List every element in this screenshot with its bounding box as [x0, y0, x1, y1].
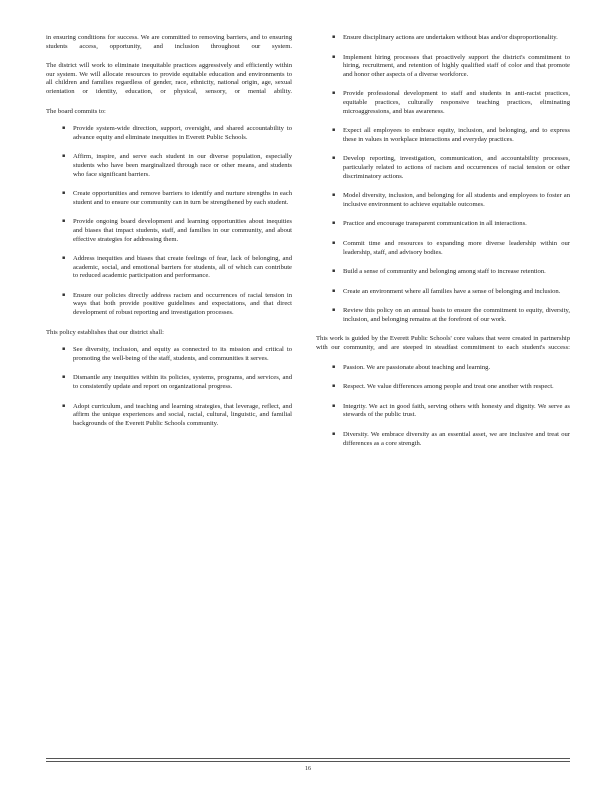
list-item: ▪ Ensure our policies directly address racism and occurrences of racial tension in ways that both provide positive guidelines and expectations, and that direct development of robust reporting and investigation processes. — [62, 291, 292, 317]
bullet-icon: ▪ — [62, 153, 66, 160]
list-item: ▪ Model diversity, inclusion, and belonging for all students and employees to foster an inclusive environment to achieve equitable outcomes. — [332, 192, 570, 208]
right-column — [316, 34, 570, 459]
district-paragraph: The district will work to eliminate inequitable practices aggressively and efficiently within our system. We will allocate resources to provide equitable education and environments to all children and families regardless of gender, race, ethnicity, national origin, age, sexual orientation or identity, education, or physical, sensory, or mental ability. — [46, 62, 292, 95]
list-item: ▪ Create opportunities and remove barriers to identify and nurture strengths in each student and to ensure our community can in turn be strengthened by each student. — [62, 190, 292, 206]
bullet-icon: ▪ — [332, 127, 336, 134]
footer-rule-top — [46, 758, 570, 759]
list-item: ▪ Review this policy on an annual basis to ensure the commitment to equity, diversity, inclusion, and belonging remains at the forefront of our work. — [332, 307, 570, 323]
intro-paragraph: in ensuring conditions for success. We are committed to removing barriers, and to ensuring students access, opportunity, and inclusion throughout our system. — [46, 34, 292, 50]
district-shall-list-continued — [316, 34, 570, 324]
bullet-icon: ▪ — [332, 53, 336, 60]
policy-establishes-heading: This policy establishes that our district shall: — [46, 328, 164, 336]
bullet-icon: ▪ — [332, 192, 336, 199]
list-item: ▪ Dismantle any inequities within its policies, systems, programs, and services, and to consistently update and report on organizational progress. — [62, 374, 292, 391]
left-column — [46, 34, 292, 439]
list-item: ▪ Implement hiring processes that proactively support the district's commitment to hiring, recruitment, and retention of highly qualified staff of color and that promote and honor other aspects of a diverse workforce. — [332, 53, 570, 78]
list-item: ▪ Affirm, inspire, and serve each student in our diverse population, especially students who have been marginalized through race or other means, and students who face significant barriers. — [62, 153, 292, 178]
bullet-icon: ▪ — [332, 34, 336, 40]
footer-rule-bottom — [46, 761, 570, 762]
list-item: ▪ Passion. We are passionate about teaching and learning. — [332, 363, 491, 371]
bullet-icon: ▪ — [332, 155, 336, 162]
bullet-icon: ▪ — [62, 190, 66, 197]
bullet-icon: ▪ — [62, 402, 66, 409]
bullet-icon: ▪ — [332, 90, 336, 97]
list-item: ▪ Provide professional development to staff and students in anti-racist practices, equitable practices, culturally responsive teaching practices, eliminating microaggressions, and bias awareness. — [332, 90, 570, 115]
list-item: ▪ Expect all employees to embrace equity, inclusion, and belonging, and to express these in values in workplace interactions and everyday practices. — [332, 127, 570, 143]
list-item: ▪ Develop reporting, investigation, communication, and accountability processes, particularly related to actions of racism and occurrences of racial tension or other discriminatory actions. — [332, 155, 570, 180]
board-commits-heading: The board commits to: — [46, 107, 106, 115]
list-item: ▪ Address inequities and biases that create feelings of fear, lack of belonging, and academic, social, and emotional barriers for students, all of which can contribute to reduced academic participation and performance. — [62, 255, 292, 280]
list-item: ▪ Provide ongoing board development and learning opportunities about inequities and biases that impact students, staff, and families in our community, and about effective strategies for addressing them. — [62, 218, 292, 243]
bullet-icon: ▪ — [332, 239, 336, 246]
bullet-icon: ▪ — [62, 291, 66, 298]
bullet-icon: ▪ — [62, 346, 66, 353]
bullet-icon: ▪ — [332, 383, 336, 390]
board-commitments-list — [46, 125, 292, 318]
list-item: ▪ Commit time and resources to expanding more diverse leadership within our leadership, staff, and advisory bodies. — [332, 239, 570, 256]
list-item: ▪ Diversity. We embrace diversity as an essential asset, we are inclusive and treat our differences as a core strength. — [332, 431, 570, 447]
list-item: ▪ Adopt curriculum, and teaching and learning strategies, that leverage, reflect, and affirm the unique experiences and social, racial, cultural, linguistic, and familial backgrounds of the Everett Public Schools community. — [62, 402, 292, 427]
list-item: ▪ Respect. We value differences among people and treat one another with respect. — [332, 383, 554, 391]
list-item: ▪ Provide system-wide direction, support, oversight, and shared accountability to advance equity and eliminate inequities in Everett Public Schools. — [62, 125, 292, 141]
bullet-icon: ▪ — [332, 307, 336, 314]
bullet-icon: ▪ — [332, 268, 336, 275]
bullet-icon: ▪ — [332, 220, 336, 227]
bullet-icon: ▪ — [62, 218, 66, 225]
bullet-icon: ▪ — [332, 363, 336, 370]
bullet-icon: ▪ — [332, 402, 336, 409]
page-number: 16 — [305, 766, 311, 772]
list-item: ▪ Practice and encourage transparent communication in all interactions. — [332, 220, 527, 228]
core-values-list — [316, 364, 570, 449]
district-shall-list — [46, 346, 292, 428]
list-item: ▪ Integrity. We act in good faith, serving others with honesty and dignity. We serve as stewards of the public trust. — [332, 402, 570, 419]
list-item: ▪ Build a sense of community and belonging among staff to increase retention. — [332, 268, 546, 276]
list-item: ▪ Ensure disciplinary actions are undertaken without bias and/or disproportionality. — [332, 34, 558, 41]
core-values-paragraph: This work is guided by the Everett Public Schools' core values that were created in partnership with our community, and are steeped in steadfast commitment to each student's success: — [316, 335, 570, 352]
bullet-icon: ▪ — [332, 431, 336, 438]
bullet-icon: ▪ — [332, 287, 336, 294]
list-item: ▪ See diversity, inclusion, and equity as connected to its mission and critical to promoting the well-being of the staff, students, and communities it serves. — [62, 346, 292, 362]
bullet-icon: ▪ — [62, 374, 66, 381]
list-item: ▪ Create an environment where all families have a sense of belonging and inclusion. — [332, 287, 561, 295]
bullet-icon: ▪ — [62, 255, 66, 262]
bullet-icon: ▪ — [62, 125, 66, 132]
